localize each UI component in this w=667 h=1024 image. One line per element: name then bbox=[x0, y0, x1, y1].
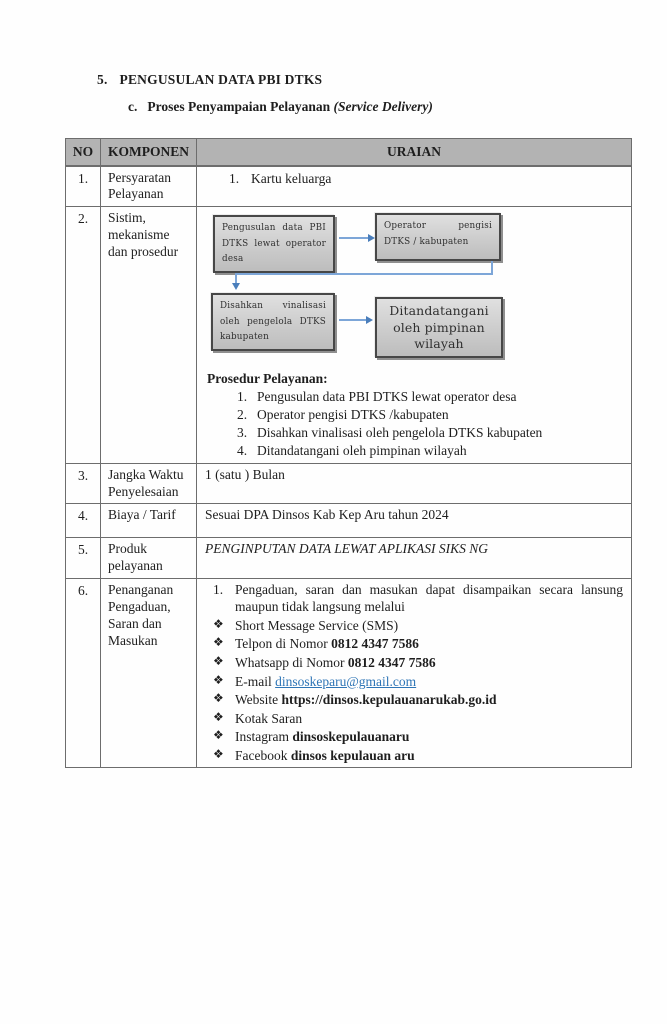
flowchart-box-operator: Operator pengisi DTKS / kabupaten bbox=[375, 213, 501, 261]
requirement-item-text: Kartu keluarga bbox=[251, 170, 332, 186]
row3-komponen: Jangka Waktu Penyelesaian bbox=[101, 463, 197, 504]
channel-text: Kotak Saran bbox=[235, 710, 303, 726]
row6-komponen: Penanganan Pengaduan, Saran dan Masukan bbox=[101, 579, 197, 768]
procedure-step bbox=[237, 425, 623, 442]
channel-text: Website bbox=[235, 692, 282, 708]
row5-no: 5. bbox=[66, 538, 101, 579]
header-no: NO bbox=[66, 139, 101, 166]
flowchart-box-disahkan: Disahkan vinalisasi oleh pengelola DTKS kabupaten bbox=[211, 293, 335, 351]
channel-suggestion-box bbox=[205, 710, 623, 728]
phone-number: 0812 4347 7586 bbox=[331, 636, 419, 652]
channel-text: E-mail bbox=[235, 673, 276, 689]
table-header-row bbox=[66, 139, 632, 166]
row2-komponen: Sistim, mekanisme dan prosedur bbox=[101, 207, 197, 463]
step-number: 1. bbox=[237, 389, 248, 405]
flowchart-box-ditandatangani: Ditandatangani oleh pimpinan wilayah bbox=[375, 297, 503, 358]
procedure-step bbox=[237, 389, 623, 406]
step-number: 4. bbox=[237, 442, 248, 458]
complaint-intro-number: 1. bbox=[213, 582, 224, 598]
step-text: Pengusulan data PBI DTKS lewat operator desa bbox=[257, 389, 517, 405]
subsection-title-text: Proses Penyampaian Pelayanan bbox=[147, 99, 334, 114]
email-link[interactable]: dinsoskeparu@gmail.com bbox=[275, 673, 417, 689]
instagram-handle: dinsoskepulauanaru bbox=[292, 729, 410, 745]
right-arrow-icon bbox=[368, 234, 375, 242]
channel-whatsapp bbox=[205, 654, 623, 672]
requirement-item bbox=[229, 171, 623, 188]
service-table bbox=[65, 138, 632, 768]
table-row bbox=[66, 504, 632, 538]
step-number: 3. bbox=[237, 424, 248, 440]
diamond-bullet-icon: ❖ bbox=[213, 728, 224, 743]
diamond-bullet-icon: ❖ bbox=[213, 653, 224, 668]
row5-uraian: PENGINPUTAN DATA LEWAT APLIKASI SIKS NG bbox=[197, 538, 632, 579]
step-text: Ditandatangani oleh pimpinan wilayah bbox=[257, 442, 467, 458]
requirement-item-number: 1. bbox=[229, 170, 240, 186]
procedure-list bbox=[205, 389, 623, 460]
diamond-bullet-icon: ❖ bbox=[213, 691, 224, 706]
channel-text: Whatsapp di Nomor bbox=[235, 654, 348, 670]
header-uraian: URAIAN bbox=[197, 139, 632, 166]
channel-website bbox=[205, 691, 623, 709]
facebook-handle: dinsos kepulauan aru bbox=[290, 747, 415, 763]
row5-komponen: Produk pelayanan bbox=[101, 538, 197, 579]
section-title-text: PENGUSULAN DATA PBI DTKS bbox=[119, 72, 323, 87]
channel-sms bbox=[205, 617, 623, 635]
row1-no: 1. bbox=[66, 166, 101, 207]
diamond-bullet-icon: ❖ bbox=[213, 672, 224, 687]
row2-no: 2. bbox=[66, 207, 101, 463]
contact-channel-list bbox=[205, 617, 623, 764]
step-number: 2. bbox=[237, 407, 248, 422]
subsection-letter: c. bbox=[128, 99, 138, 114]
table-row bbox=[66, 579, 632, 768]
table-row bbox=[66, 207, 632, 463]
diamond-bullet-icon: ❖ bbox=[213, 709, 224, 724]
row2-uraian bbox=[197, 207, 632, 463]
whatsapp-number: 0812 4347 7586 bbox=[347, 654, 436, 670]
diamond-bullet-icon: ❖ bbox=[213, 746, 224, 761]
website-url: https://dinsos.kepulauanarukab.go.id bbox=[281, 692, 497, 708]
channel-email bbox=[205, 673, 623, 691]
row1-komponen: Persyaratan Pelayanan bbox=[101, 166, 197, 207]
section-title bbox=[97, 72, 322, 88]
table-row bbox=[66, 538, 632, 579]
procedure-step bbox=[237, 443, 623, 460]
flow-arrow-line-2 bbox=[339, 319, 368, 321]
channel-instagram bbox=[205, 728, 623, 746]
section-subtitle bbox=[128, 99, 433, 115]
diamond-bullet-icon: ❖ bbox=[213, 635, 224, 650]
channel-text: Instagram bbox=[235, 729, 293, 745]
row4-uraian: Sesuai DPA Dinsos Kab Kep Aru tahun 2024 bbox=[197, 504, 632, 538]
row6-no: 6. bbox=[66, 579, 101, 768]
flow-arrow-line-1 bbox=[339, 237, 369, 239]
section-number: 5. bbox=[97, 72, 108, 87]
table-row bbox=[66, 166, 632, 207]
down-arrow-icon bbox=[232, 283, 240, 290]
channel-text: Short Message Service (SMS) bbox=[235, 617, 399, 633]
row4-komponen: Biaya / Tarif bbox=[101, 504, 197, 538]
row3-no: 3. bbox=[66, 463, 101, 504]
right-arrow-icon bbox=[366, 316, 373, 324]
channel-facebook bbox=[205, 747, 623, 765]
step-text: Operator pengisi DTKS /kabupaten bbox=[257, 407, 449, 422]
row4-no: 4. bbox=[66, 504, 101, 538]
row3-uraian: 1 (satu ) Bulan bbox=[197, 463, 632, 504]
channel-text: Telpon di Nomor bbox=[235, 636, 332, 652]
diamond-bullet-icon: ❖ bbox=[213, 616, 224, 631]
table-row bbox=[66, 463, 632, 504]
complaint-intro-text: Pengaduan, saran dan masukan dapat disampaikan secara lansung maupun tidak langsung melalui bbox=[235, 582, 623, 614]
flow-connector-horizontal bbox=[235, 273, 493, 275]
procedure-heading: Prosedur Pelayanan: bbox=[207, 371, 328, 387]
flowchart-box-pengusulan: Pengusulan data PBI DTKS lewat operator desa bbox=[213, 215, 335, 273]
channel-text: Facebook bbox=[235, 747, 291, 763]
procedure-step bbox=[237, 407, 623, 424]
subsection-title-italic: (Service Delivery) bbox=[333, 99, 433, 114]
row6-uraian bbox=[197, 579, 632, 768]
header-komponen: KOMPONEN bbox=[101, 139, 197, 166]
complaint-intro bbox=[205, 582, 623, 616]
row1-uraian bbox=[197, 166, 632, 207]
step-text: Disahkan vinalisasi oleh pengelola DTKS kabupaten bbox=[257, 424, 543, 440]
procedure-flowchart bbox=[205, 212, 623, 362]
channel-phone bbox=[205, 635, 623, 653]
